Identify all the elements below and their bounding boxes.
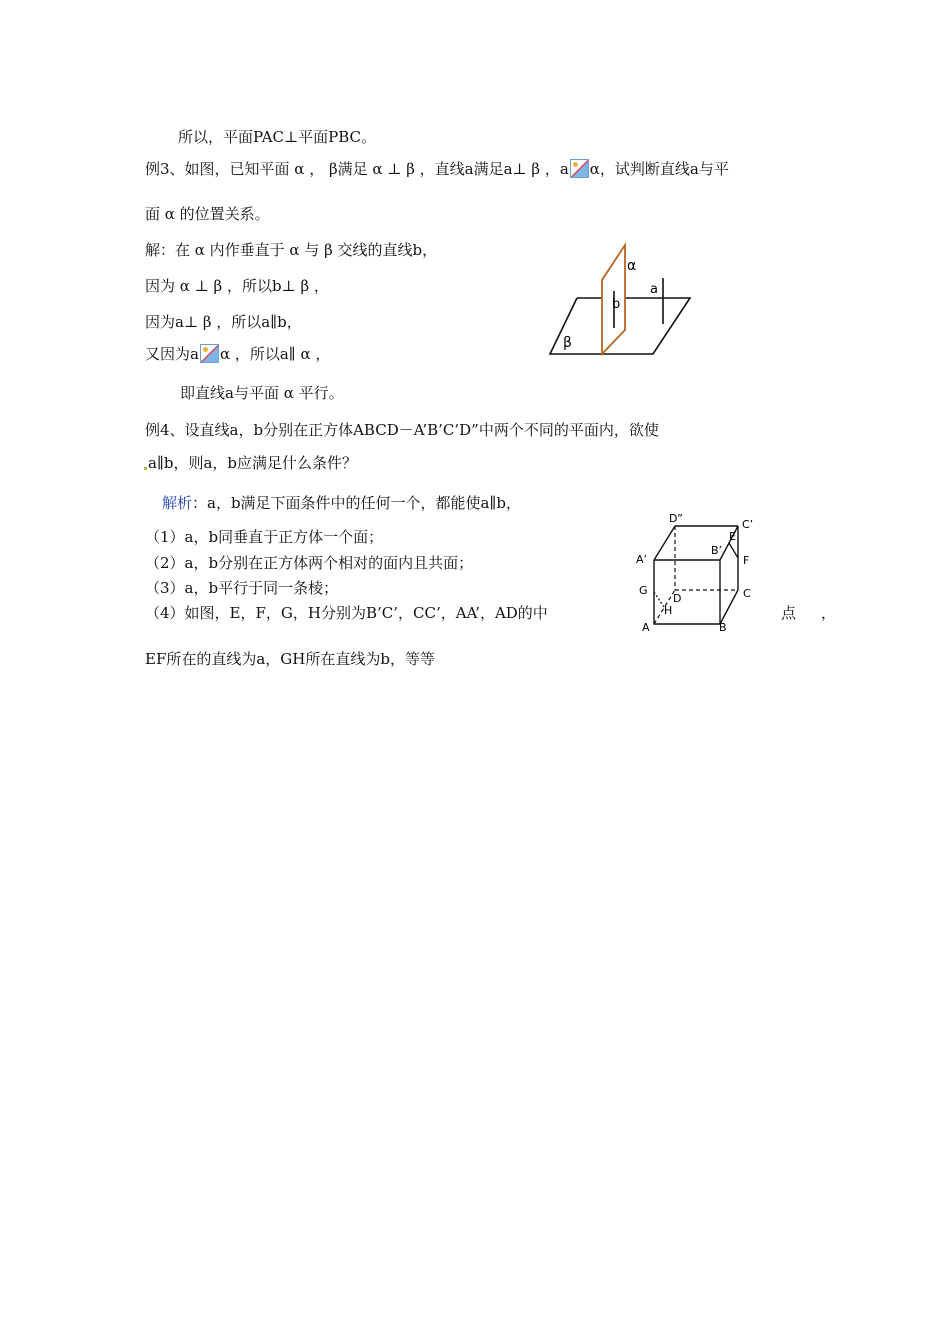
conclusion-line: 所以，平面PAC⊥平面PBC。	[178, 128, 377, 146]
label-a: a	[650, 282, 658, 297]
example3-statement-cont: 面 α 的位置关系。	[145, 205, 270, 223]
condition-item-3: （3）a，b平行于同一条棱；	[145, 579, 339, 597]
example3-text-part2: α，试判断直线a与平	[589, 160, 729, 178]
label-alpha: α	[627, 258, 637, 274]
vertex-D2: D”	[669, 512, 683, 525]
cube-figure	[633, 508, 768, 636]
condition-item-4: （4）如图，E，F，G，H分别为B’C’，CC’，AA’，AD的中	[145, 604, 548, 622]
point-E: E	[729, 530, 736, 543]
perpendicular-planes-figure	[545, 240, 695, 360]
analysis-line	[162, 493, 521, 513]
solution-line-4-part1: 又因为a	[145, 345, 199, 363]
solution-line-4	[145, 344, 330, 364]
solution-line-2: 因为 α ⊥ β ，所以b⊥ β ，	[145, 277, 329, 295]
analysis-text: ：a，b满足下面条件中的任何一个，都能使a∥b，	[192, 494, 522, 512]
vertex-C2: C’	[742, 518, 754, 531]
example3-statement	[145, 159, 729, 179]
edit-mark-icon	[144, 467, 147, 470]
condition-item-4-tail: 点	[781, 604, 797, 622]
segment-GH	[654, 592, 664, 607]
example4-statement-cont	[143, 453, 357, 473]
solution-conclusion: 即直线a与平面 α 平行。	[180, 384, 344, 402]
solution-line-4-part2: α ，所以a∥ α ，	[219, 345, 331, 363]
vertex-C: C	[743, 587, 751, 600]
edge-B-C	[720, 590, 738, 624]
segment-EF	[729, 543, 738, 558]
point-G: G	[639, 584, 648, 597]
not-subset-symbol-icon	[200, 344, 219, 363]
solution-line-3: 因为a⊥ β ，所以a∥b，	[145, 313, 302, 331]
not-subset-symbol-icon	[570, 159, 589, 178]
condition-item-4-comma: ，	[821, 604, 837, 622]
example4-statement: 例4、设直线a，b分别在正方体ABCD－A’B’C’D”中两个不同的平面内，欲使	[145, 421, 659, 439]
point-F: F	[743, 554, 750, 567]
vertex-A: A	[642, 621, 650, 634]
condition-item-2: （2）a，b分别在正方体两个相对的面内且共面；	[145, 554, 474, 572]
point-H: H	[664, 604, 673, 617]
final-line: EF所在的直线为a，GH所在直线为b，等等	[145, 650, 435, 668]
label-b: b	[612, 297, 621, 312]
solution-line-1: 解：在 α 内作垂直于 α 与 β 交线的直线b，	[145, 241, 438, 259]
vertex-A2: A’	[636, 553, 648, 566]
edge-A2-D2	[654, 526, 675, 560]
condition-item-1: （1）a，b同垂直于正方体一个面；	[145, 528, 384, 546]
vertex-B2: B’	[711, 544, 723, 557]
analysis-label: 解析	[162, 494, 193, 512]
label-beta: β	[563, 335, 572, 351]
vertex-D: D	[673, 592, 682, 605]
vertex-B: B	[719, 621, 727, 634]
example3-text-part1: 例3、如图，已知平面 α ， β满足 α ⊥ β ，直线a满足a⊥ β ，a	[145, 160, 569, 178]
example4-question: a∥b，则a，b应满足什么条件？	[148, 454, 358, 472]
